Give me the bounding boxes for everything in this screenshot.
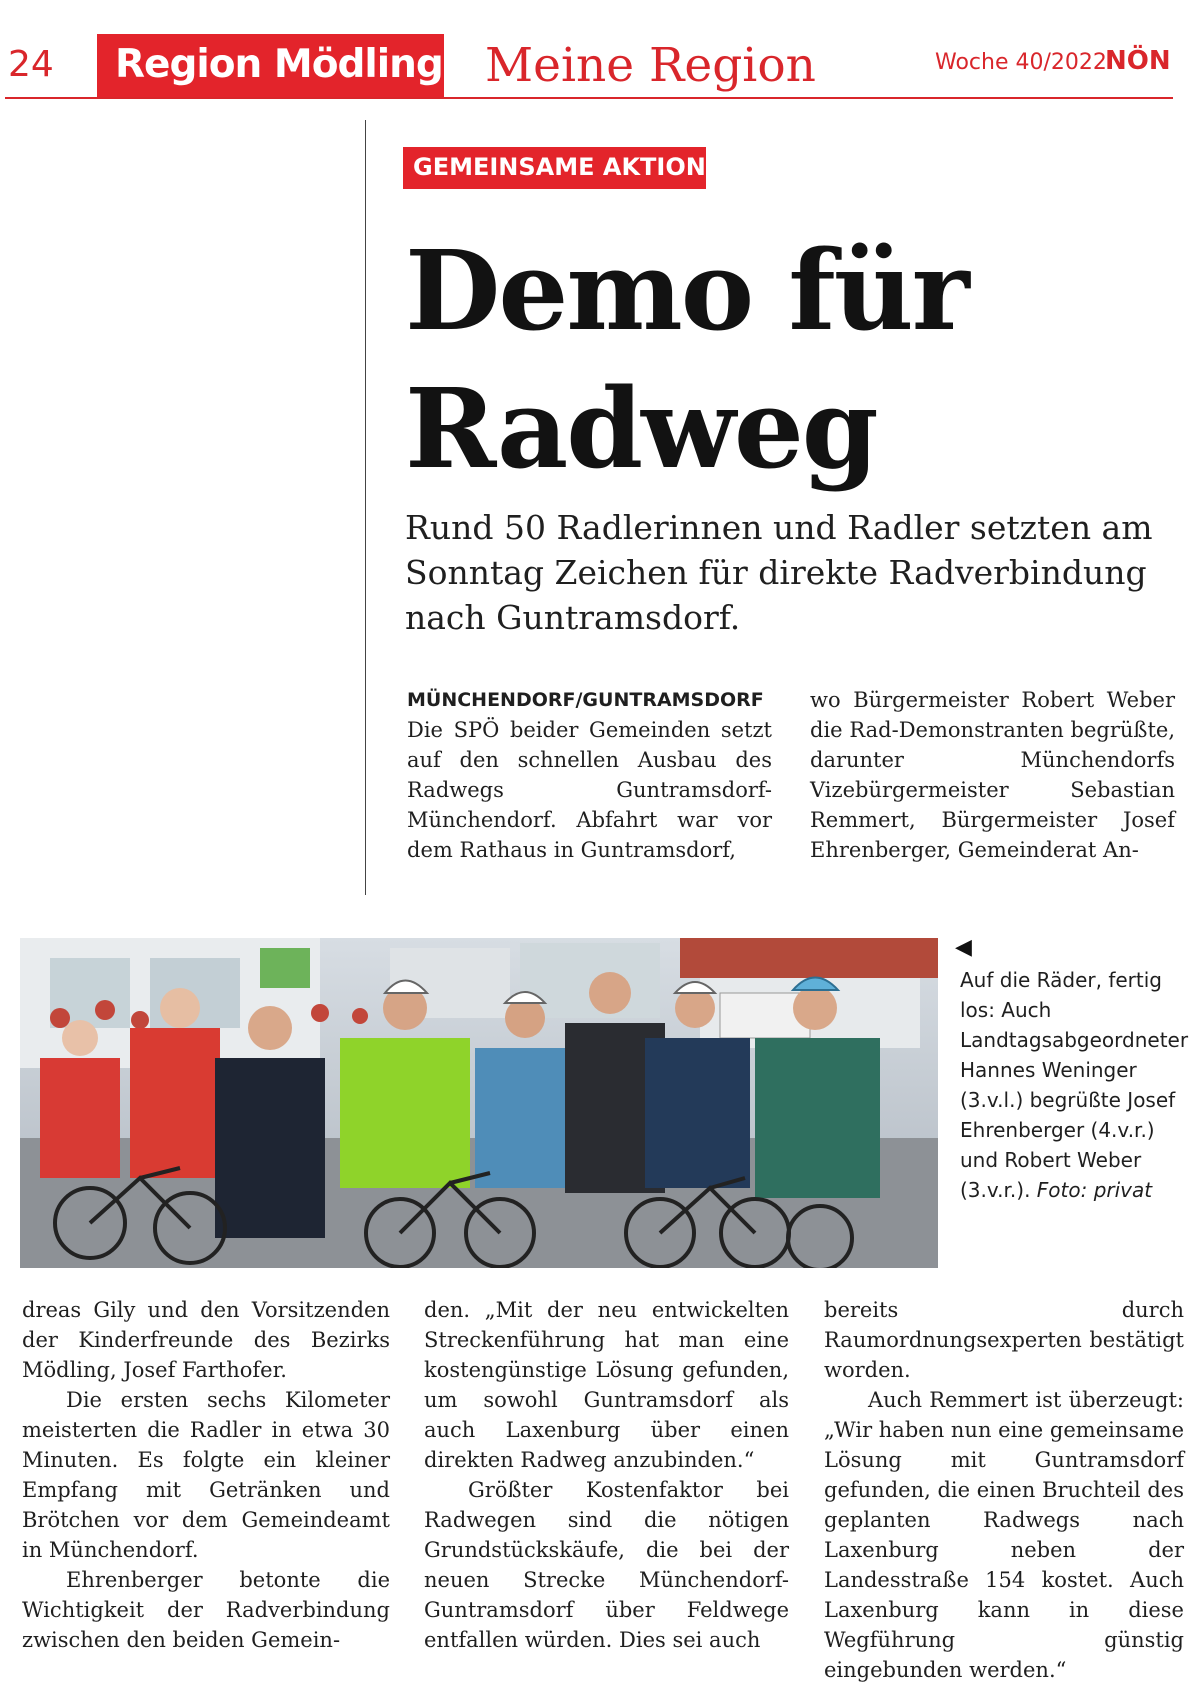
paragraph: dreas Gily und den Vorsitzenden der Kinderfreunde des Bezirks Mödling, Josef Farthofer. (22, 1298, 390, 1382)
caption-pointer-icon: ◀ (955, 935, 972, 960)
region-tag: Meine Region (485, 38, 816, 93)
article-dateline: MÜNCHENDORF/GUNTRAMSDORF (407, 689, 764, 711)
paragraph: wo Bürgermeister Robert Weber die Rad-Demonstranten begrüßte, darunter Münchendorfs Vizebürgermeister Sebastian Remmert, Bürgermeister Josef Ehrenberger, Gemeinderat An- (810, 688, 1175, 862)
header-divider (5, 97, 1173, 99)
paragraph: Ehrenberger betonte die Wichtigkeit der Radverbindung zwischen den beiden Gemein- (22, 1568, 390, 1652)
article-photo (20, 938, 938, 1268)
section-label: Region Mödling (115, 42, 443, 87)
paragraph: Die ersten sechs Kilometer meisterten die Radler in etwa 30 Minuten. Es folgte ein kleiner Empfang mit Getränken und Brötchen vor dem Gemeindeamt in Münchendorf. (22, 1388, 390, 1562)
paragraph: den. „Mit der neu entwickelten Streckenführung hat man eine kostengünstige Lösung gefunden, um sowohl Guntramsdorf als auch Laxenburg über einen direkten Radweg anzubinden.“ (424, 1298, 789, 1472)
photo-cyclists-group (20, 938, 938, 1268)
article-headline (405, 222, 1165, 498)
newspaper-name: NÖN (1105, 46, 1171, 76)
headline-line-2: Radweg (405, 364, 877, 493)
photo-credit: Foto: privat (1036, 1178, 1153, 1202)
article-column-bottom-3 (824, 1295, 1184, 1685)
headline-line-1: Demo für (405, 226, 968, 355)
article-column-top-1 (407, 685, 772, 865)
article-column-top-2 (810, 685, 1175, 865)
kicker-label: GEMEINSAME AKTION (413, 153, 706, 181)
column-divider (365, 120, 366, 895)
page-number: 24 (8, 44, 54, 85)
caption-text: Auf die Räder, fertig los: Auch Landtagsabgeordneter Hannes Weninger (3.v.l.) begrüßte Josef Ehrenberger (4.v.r.) und Robert Weber (3.v.r.). (960, 968, 1189, 1202)
paragraph: Größter Kostenfaktor bei Radwegen sind die nötigen Grundstückskäufe, die bei der neuen Strecke Münchendorf-Guntramsdorf über Feldwege entfallen würden. Dies sei auch (424, 1478, 789, 1652)
article-column-bottom-1 (22, 1295, 390, 1655)
paragraph: bereits durch Raumordnungsexperten bestätigt worden. (824, 1298, 1184, 1382)
article-column-bottom-2 (424, 1295, 789, 1655)
paragraph: Auch Remmert ist überzeugt: „Wir haben nun eine gemeinsame Lösung mit Guntramsdorf gefunden, die einen Bruchteil des geplanten Radwegs nach Laxenburg neben der Landesstraße 154 kostet. Auch Laxenburg kann in diese Wegführung günstig eingebunden werden.“ (824, 1388, 1185, 1682)
paragraph: Die SPÖ beider Gemeinden setzt auf den schnellen Ausbau des Radwegs Guntramsdorf-Münchendorf. Abfahrt war vor dem Rathaus in Guntramsdorf, (407, 718, 772, 862)
photo-caption (960, 965, 1190, 1205)
article-subheadline: Rund 50 Radlerinnen und Radler setzten am Sonntag Zeichen für direkte Radverbindung nach Guntramsdorf. (405, 508, 1153, 637)
issue-week: Woche 40/2022 (935, 50, 1107, 75)
